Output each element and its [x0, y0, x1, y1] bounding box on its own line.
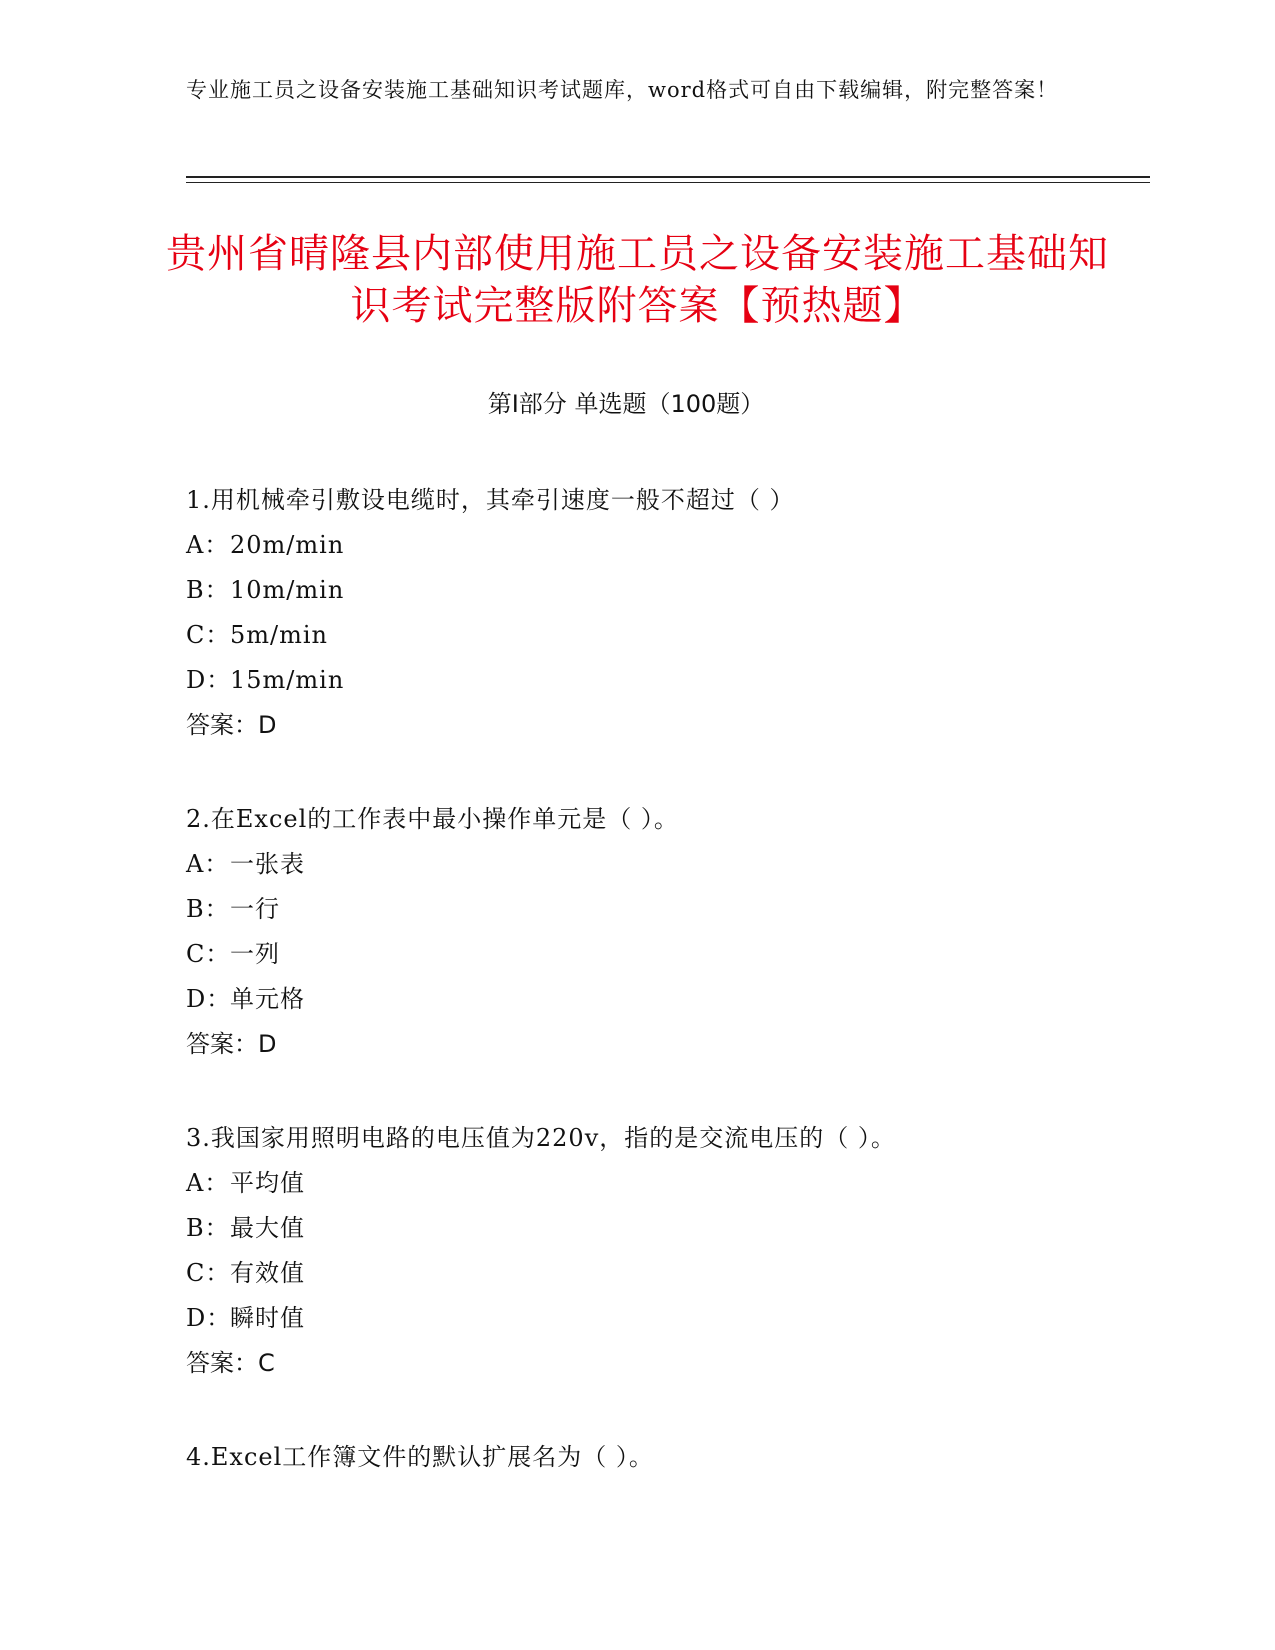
question-stem: 4.Excel工作簿文件的默认扩展名为（ ）。 — [186, 1443, 654, 1471]
option-text: 10m/min — [230, 576, 345, 604]
option-text: 瞬时值 — [230, 1304, 305, 1332]
question-option — [186, 932, 1146, 977]
question-option — [186, 1161, 1146, 1206]
question-option — [186, 842, 1146, 887]
question-list — [186, 478, 1146, 1529]
option-text: 15m/min — [230, 666, 345, 694]
option-key: C： — [186, 621, 231, 649]
option-text: 5m/min — [230, 621, 329, 649]
section-title: 第Ⅰ部分 单选题（100题） — [487, 390, 765, 418]
option-text: 单元格 — [230, 985, 305, 1013]
question-stem: 2.在Excel的工作表中最小操作单元是（ ）。 — [186, 805, 679, 833]
question-stem: 1.用机械牵引敷设电缆时，其牵引速度一般不超过（ ） — [186, 486, 795, 514]
option-key: A： — [186, 531, 230, 559]
question-item — [186, 1116, 1146, 1386]
question-option — [186, 977, 1146, 1022]
question-answer: 答案：C — [186, 1349, 275, 1377]
option-key: B： — [186, 1214, 230, 1242]
question-option — [186, 568, 1146, 613]
option-key: B： — [186, 576, 230, 604]
option-key: D： — [186, 666, 232, 694]
question-option — [186, 523, 1146, 568]
option-text: 平均值 — [230, 1169, 305, 1197]
question-stem: 3.我国家用照明电路的电压值为220v，指的是交流电压的（ ）。 — [186, 1124, 896, 1152]
option-key: A： — [186, 1169, 230, 1197]
header-note: 专业施工员之设备安装施工基础知识考试题库，word格式可自由下载编辑，附完整答案！ — [186, 78, 1059, 102]
question-item — [186, 478, 1146, 748]
option-text: 最大值 — [230, 1214, 305, 1242]
option-key: D： — [186, 985, 232, 1013]
option-key: A： — [186, 850, 230, 878]
option-text: 有效值 — [230, 1259, 305, 1287]
question-option — [186, 1251, 1146, 1296]
header-divider-thick — [186, 176, 1150, 178]
header-divider-thin — [186, 182, 1150, 183]
question-item — [186, 797, 1146, 1067]
question-answer: 答案：D — [186, 711, 277, 739]
option-text: 一行 — [230, 895, 280, 923]
option-key: C： — [186, 940, 231, 968]
question-option — [186, 1206, 1146, 1251]
question-item — [186, 1435, 1146, 1480]
option-key: D： — [186, 1304, 232, 1332]
question-option — [186, 658, 1146, 703]
question-option — [186, 613, 1146, 658]
option-key: B： — [186, 895, 230, 923]
option-text: 20m/min — [230, 531, 345, 559]
option-text: 一列 — [230, 940, 280, 968]
document-title: 贵州省晴隆县内部使用施工员之设备安装施工基础知识考试完整版附答案【预热题】 — [166, 231, 1109, 329]
option-key: C： — [186, 1259, 231, 1287]
question-option — [186, 887, 1146, 932]
option-text: 一张表 — [230, 850, 305, 878]
question-option — [186, 1296, 1146, 1341]
question-answer: 答案：D — [186, 1030, 277, 1058]
